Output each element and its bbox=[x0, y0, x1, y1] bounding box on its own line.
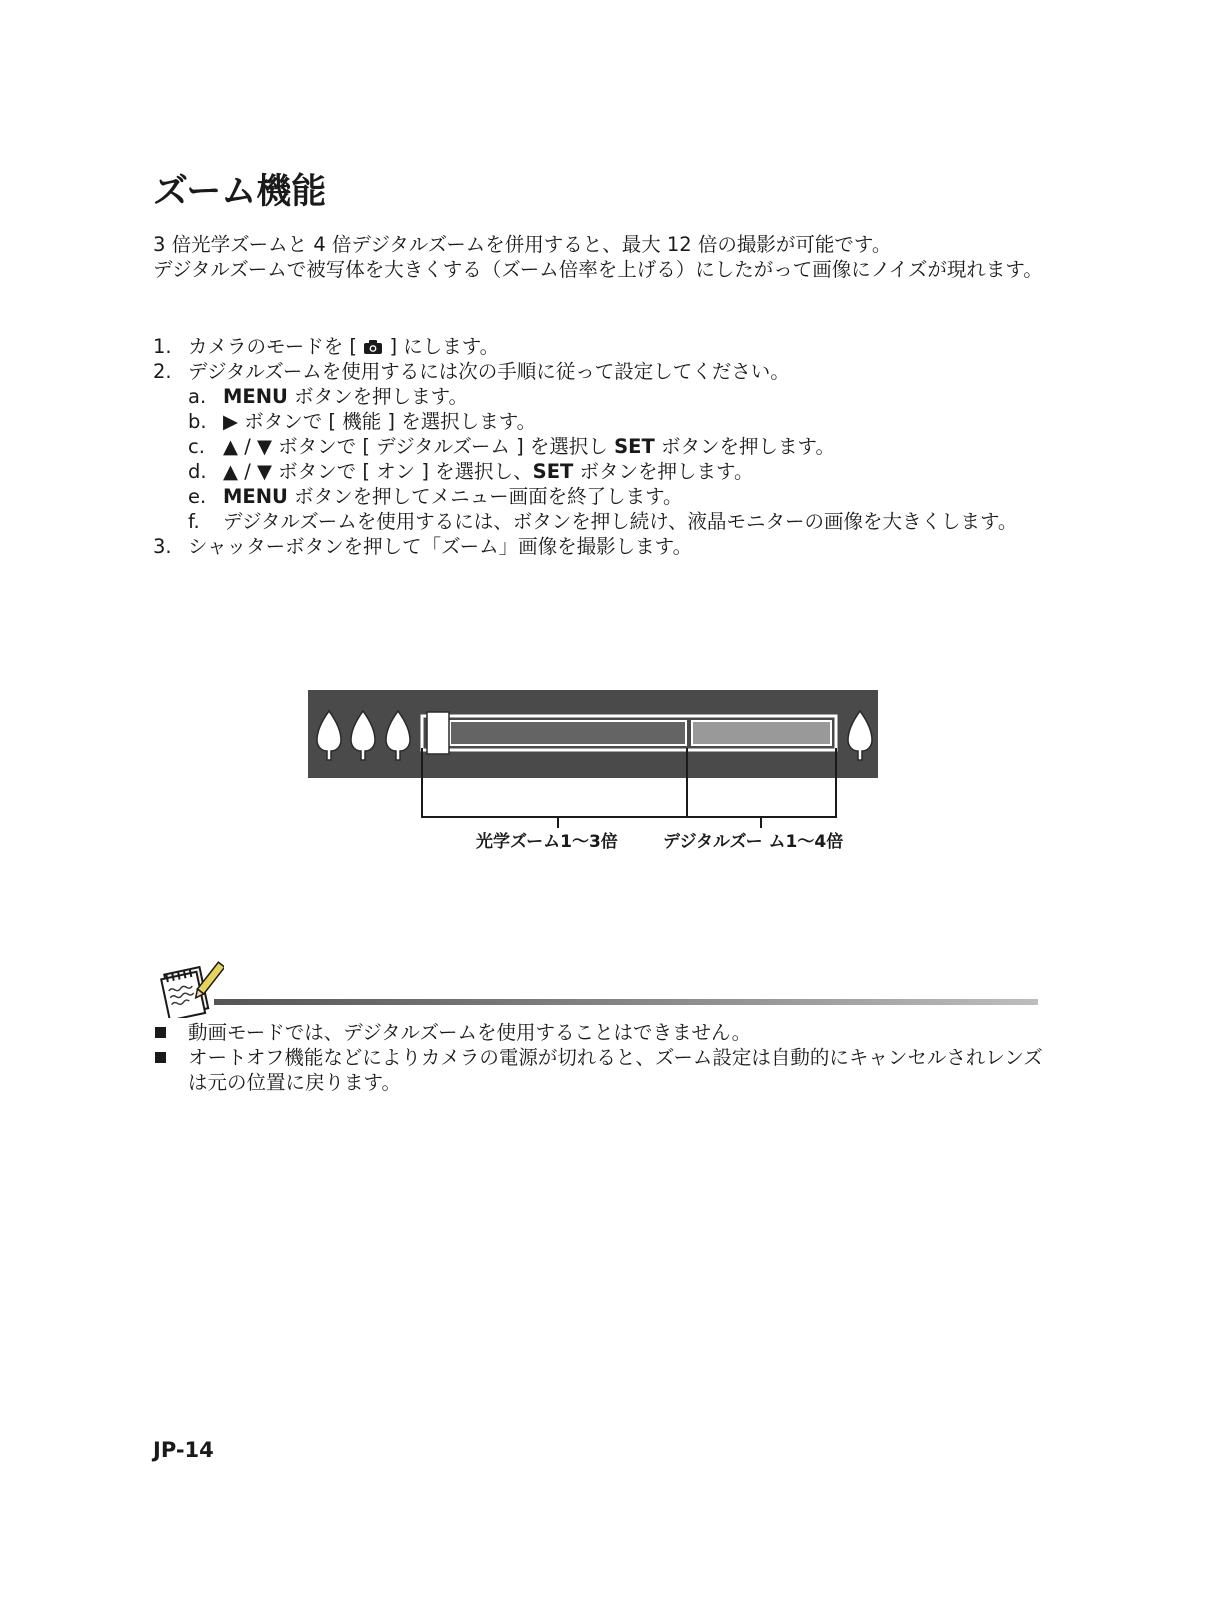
substep-text: ▲ / ▼ ボタンで [ デジタルズーム ] を選択し bbox=[223, 435, 615, 458]
zoom-bar-diagram bbox=[300, 688, 890, 868]
note-text: オートオフ機能などによりカメラの電源が切れると、ズーム設定は自動的にキャンセルされレンズは元の位置に戻ります。 bbox=[188, 1046, 1043, 1094]
step-2 bbox=[153, 359, 1053, 534]
intro-text bbox=[153, 232, 1053, 282]
substep-d bbox=[188, 459, 1053, 484]
substep-letter: e. bbox=[188, 485, 207, 508]
step-3-text: シャッターボタンを押して「ズーム」画像を撮影します。 bbox=[188, 535, 693, 558]
step-1-text-before: カメラのモードを [ bbox=[188, 335, 358, 358]
intro-line-1: 3 倍光学ズームと 4 倍デジタルズームを併用すると、最大 12 倍の撮影が可能です。 bbox=[153, 233, 892, 256]
note-divider bbox=[214, 999, 1038, 1005]
step-number: 1. bbox=[153, 335, 172, 358]
substep-f bbox=[188, 509, 1053, 534]
substep-c bbox=[188, 434, 1053, 459]
notes-list bbox=[153, 1020, 1053, 1095]
substep-letter: d. bbox=[188, 460, 207, 483]
zoom-bar-graphic bbox=[300, 688, 890, 828]
bullet-square-icon bbox=[155, 1027, 166, 1038]
page-title: ズーム機能 bbox=[153, 172, 327, 212]
camera-icon bbox=[363, 339, 383, 355]
menu-keyword: MENU bbox=[223, 385, 288, 408]
substep-letter: a. bbox=[188, 385, 207, 408]
page-number: JP-14 bbox=[153, 1438, 214, 1462]
digital-zoom-label: デジタルズー ム1～4倍 bbox=[663, 832, 844, 852]
wide-trees-icon bbox=[317, 711, 410, 760]
optical-zoom-segment bbox=[450, 721, 686, 745]
digital-zoom-segment bbox=[692, 721, 831, 745]
substep-a bbox=[188, 384, 1053, 409]
note-text: 動画モードでは、デジタルズームを使用することはできません。 bbox=[188, 1021, 752, 1044]
intro-line-2: デジタルズームで被写体を大きくする（ズーム倍率を上げる）にしたがって画像にノイズが現れます。 bbox=[153, 258, 1043, 281]
step-number: 2. bbox=[153, 360, 172, 383]
step-number: 3. bbox=[153, 535, 172, 558]
substep-text: ▲ / ▼ ボタンで [ オン ] を選択し、 bbox=[223, 460, 533, 483]
step-3 bbox=[153, 534, 1053, 559]
substeps-list bbox=[188, 384, 1053, 534]
substep-text: ボタンを押します。 bbox=[287, 385, 469, 408]
substep-text: ▶ ボタンで [ 機能 ] を選択します。 bbox=[223, 410, 537, 433]
note-item bbox=[153, 1020, 1053, 1045]
substep-letter: f. bbox=[188, 510, 200, 533]
bullet-square-icon bbox=[155, 1052, 166, 1063]
note-item bbox=[153, 1045, 1053, 1095]
set-keyword: SET bbox=[614, 435, 655, 458]
substep-letter: b. bbox=[188, 410, 207, 433]
substep-e bbox=[188, 484, 1053, 509]
menu-keyword: MENU bbox=[223, 485, 288, 508]
substep-text-end: ボタンを押します。 bbox=[654, 435, 835, 458]
substep-b bbox=[188, 409, 1053, 434]
set-keyword: SET bbox=[532, 460, 574, 483]
substep-text: ボタンを押してメニュー画面を終了します。 bbox=[287, 485, 683, 508]
substep-letter: c. bbox=[188, 435, 205, 458]
substep-text: デジタルズームを使用するには、ボタンを押し続け、液晶モニターの画像を大きくします。 bbox=[223, 510, 1018, 533]
step-1 bbox=[153, 334, 1053, 359]
zoom-position-marker bbox=[427, 712, 449, 754]
steps-list bbox=[153, 334, 1053, 559]
notepad-pencil-icon bbox=[158, 958, 224, 1018]
substep-text-end: ボタンを押します。 bbox=[573, 460, 754, 483]
optical-zoom-label: 光学ズーム1～3倍 bbox=[476, 832, 618, 852]
step-1-text-after: ] にします。 bbox=[389, 335, 500, 358]
step-2-text: デジタルズームを使用するには次の手順に従って設定してください。 bbox=[188, 360, 790, 383]
